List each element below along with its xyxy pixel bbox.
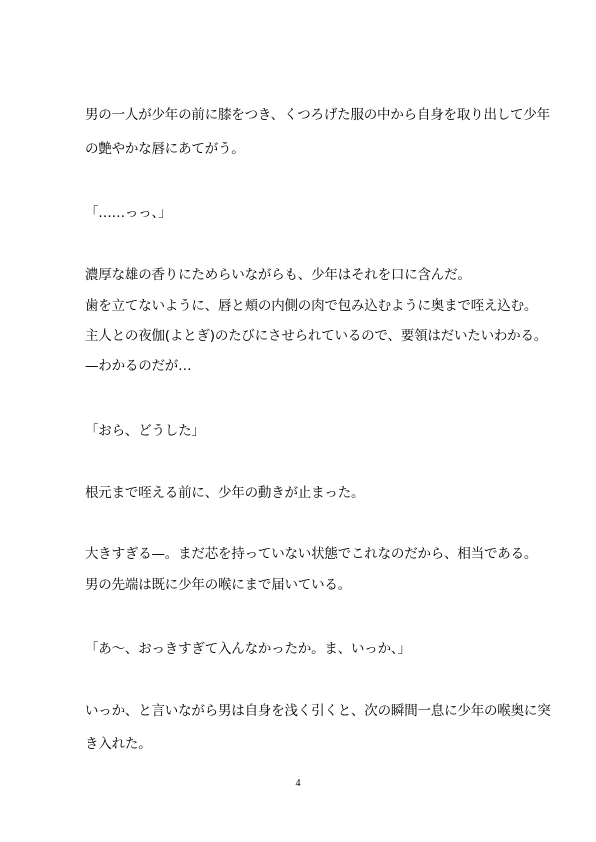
text-line: 歯を立てないように、唇と頬の内側の肉で包み込むように奥まで咥え込む。 — [85, 298, 538, 314]
text-line: いっか、と言いながら男は自身を浅く引くと、次の瞬間一息に少年の喉奥に突 — [85, 703, 551, 719]
text-line: き入れた。 — [85, 736, 152, 752]
page-number: 4 — [295, 778, 301, 789]
text-line: の艶やかな唇にあてがう。 — [85, 141, 245, 157]
text-line: 「……っっ、」 — [85, 205, 172, 221]
text-line: —わかるのだが… — [85, 358, 192, 374]
text-line: 男の一人が少年の前に膝をつき、くつろげた服の中から自身を取り出して少年 — [85, 107, 550, 123]
text-line: 主人との夜伽(よとぎ)のたびにさせられているので、要領はだいたいわかる。 — [85, 328, 548, 344]
text-line: 根元まで咥える前に、少年の動きが止まった。 — [85, 485, 365, 501]
text-line: 「あ〜、おっきすぎて入んなかったか。ま、いっか、」 — [85, 641, 411, 657]
text-line: 「おら、どうした」 — [85, 423, 205, 439]
text-line: 濃厚な雄の香りにためらいながらも、少年はそれを口に含んだ。 — [85, 267, 471, 283]
text-line: 大きすぎる—。まだ芯を持っていない状態でこれなのだから、相当である。 — [85, 546, 538, 562]
text-line: 男の先端は既に少年の喉にまで届いている。 — [85, 577, 351, 593]
